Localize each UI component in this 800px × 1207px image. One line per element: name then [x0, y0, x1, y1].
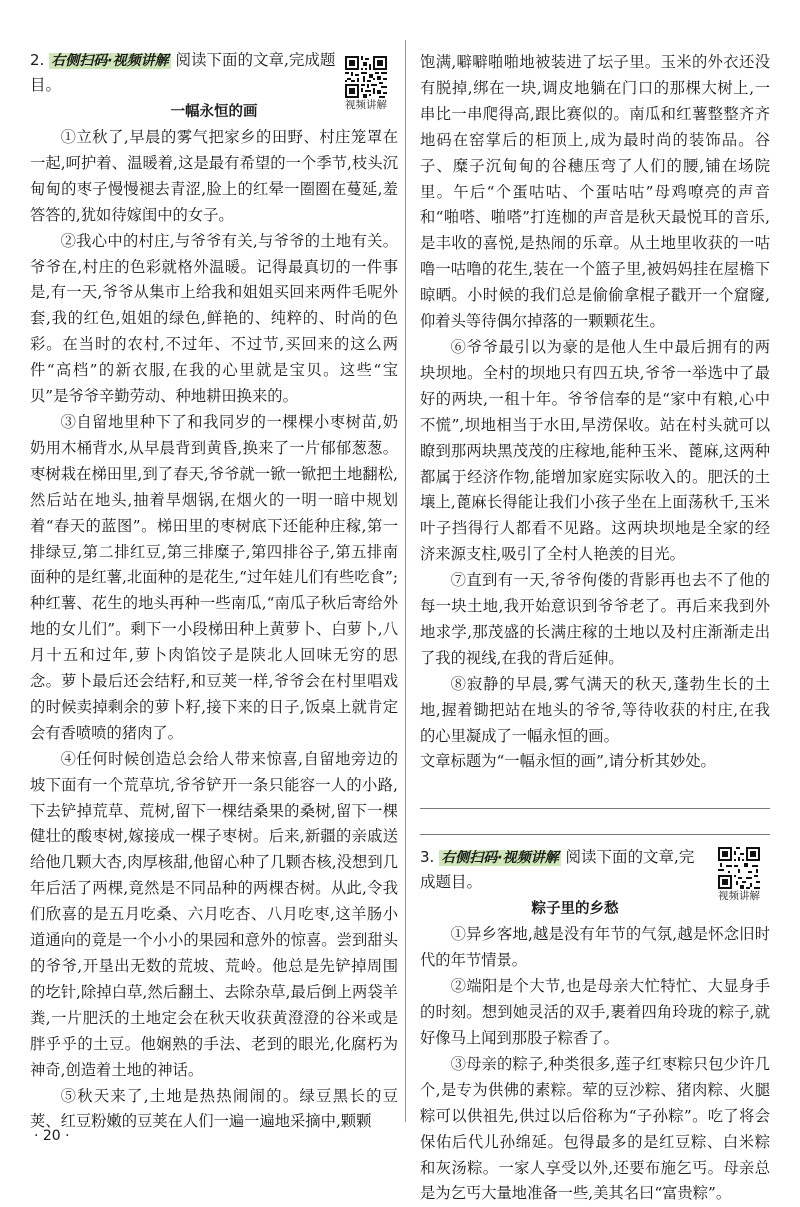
- page-number: · 20 ·: [34, 1128, 70, 1144]
- question-3-block: [420, 845, 770, 1207]
- article-paragraph: ④任何时候创造总会给人带来惊喜,自留地旁边的坡下面有一个荒草坑,爷爷铲开一条只能容一人的小路,下去铲掉荒草、荒树,留下一棵结桑果的桑树,留下一棵健壮的酸枣树,嫁接成一棵子枣树。后来,新疆的亲戚送给他几颗大杏,肉厚核甜,他留心种了几颗杏核,没想到几年后活了两棵,竟然是不同品种的两棵杏树。从此,令我们欣喜的是五月吃桑、六月吃杏、八月吃枣,这羊肠小道通向的竟是一个小小的果园和意外的惊喜。尝到甜头的爷爷,开垦出无数的荒坡、荒岭。他总是先铲掉周围的圪针,除掉白草,然后翻土、去除杂草,最后倒上两袋羊粪,一片肥沃的土地定会在秋天收获黄澄澄的谷米或是胖乎乎的土豆。他娴熟的手法、老到的眼光,化腐朽为神奇,创造着土地的神话。: [30, 749, 398, 1079]
- article-title-q2: 一幅永恒的画: [170, 104, 258, 120]
- article-title-q3: 粽子里的乡愁: [531, 901, 619, 918]
- answer-line[interactable]: [420, 809, 770, 835]
- column-divider: [405, 40, 406, 1122]
- qr-code-label: 视频讲解: [345, 99, 387, 111]
- right-column: [420, 50, 770, 1207]
- article-paragraph: ③自留地里种下了和我同岁的一棵棵小枣树苗,奶奶用木桶背水,从早晨背到黄昏,换来了一片郁郁葱葱。枣树栽在梯田里,到了春天,爷爷就一锨一锨把土地翻松,然后站在地头,抽着旱烟锅,在烟火的一明一暗中规划着“春天的蓝图”。梯田里的枣树底下还能种庄稼,第一排绿豆,第二排红豆,第三排糜子,第四排谷子,第五排南面种的是红薯,北面种的是花生,“过年娃儿们有些吃食”;种红薯、花生的地头再种一些南瓜,“南瓜子秋后寄给外地的女儿们”。剩下一小段梯田种上黄萝卜、白萝卜,八月十五和过年,萝卜肉馅饺子是陕北人回味无穷的思念。萝卜最后还会结籽,和豆荚一样,爷爷会在村里唱戏的时候卖掉剩余的萝卜籽,接下来的日子,饭桌上就肯定会有香喷喷的猪肉了。: [30, 412, 398, 742]
- left-column: [30, 48, 398, 1135]
- answer-lines[interactable]: [420, 783, 770, 835]
- qr-code-icon: [345, 56, 387, 98]
- article-paragraph: ⑤秋天来了,土地是热热闹闹的。绿豆黑长的豆荚、红豆粉嫩的豆荚在人们一遍一遍地采摘中,颗颗: [30, 1086, 398, 1131]
- qr-code-label: 视频讲解: [718, 890, 760, 903]
- article-paragraph: ⑦直到有一天,爷爷佝偻的背影再也去不了他的每一块土地,我开始意识到爷爷老了。再后来我到外地求学,那茂盛的长满庄稼的土地以及村庄渐渐走出了我的视线,在我的背后延伸。: [420, 571, 770, 667]
- qr-code-icon: [718, 847, 760, 889]
- answer-line[interactable]: [420, 783, 770, 809]
- scan-video-badge[interactable]: 右侧扫码·视频讲解: [441, 850, 559, 867]
- scan-video-badge[interactable]: 右侧扫码·视频讲解: [51, 53, 169, 69]
- article-paragraph-continued: 饱满,噼噼啪啪地被装进了坛子里。玉米的外衣还没有脱掉,绑在一块,调皮地躺在门口的那棵大树上,一串比一串爬得高,跟比赛似的。南瓜和红薯整整齐齐地码在窑掌后的柜顶上,成为最时尚的装饰品。谷子、糜子沉甸甸的谷穗压弯了人们的腰,铺在场院里。午后“个蛋咕咕、个蛋咕咕”母鸡嘹亮的声音和“啪嗒、啪嗒”打连枷的声音是秋天最悦耳的音乐,是丰收的喜悦,是热闹的乐章。从土地里收获的一咕噜一咕噜的花生,装在一个篮子里,被妈妈挂在屋檐下晾晒。小时候的我们总是偷偷拿棍子戳开一个窟窿,仰着头等待偶尔掉落的一颗颗花生。: [420, 53, 770, 331]
- qr-code-block-q3[interactable]: [716, 847, 762, 903]
- question-3-number: 3.: [420, 848, 435, 867]
- question-2-prompt: 文章标题为“一幅永恒的画”,请分析其妙处。: [420, 752, 716, 771]
- question-2-number: 2.: [30, 51, 45, 69]
- article-paragraph: ①立秋了,早晨的雾气把家乡的田野、村庄笼罩在一起,呵护着、温暖着,这是最有希望的一个季节,枝头沉甸甸的枣子慢慢褪去青涩,脸上的红晕一圈圈在蔓延,羞答答的,犹如待嫁闺中的女子。: [30, 128, 398, 224]
- article-paragraph: ③母亲的粽子,种类很多,莲子红枣粽只包少许几个,是专为供佛的素粽。荤的豆沙粽、猪肉粽、火腿粽可以供祖先,供过以后俗称为“子孙粽”。吃了将会保佑后代儿孙绵延。包得最多的是红豆粽、白米粽和灰汤粽。一家人享受以外,还要布施乞丐。母亲总是为乞丐大量地准备一些,美其名曰“富贵粽”。: [420, 1054, 770, 1203]
- question-2-instruction: 阅读下面的文章,完成题目。: [30, 51, 336, 94]
- article-paragraph: ②端阳是个大节,也是母亲大忙特忙、大显身手的时刻。想到她灵活的双手,裹着四角玲珑的粽子,就好像马上闻到那股子粽香了。: [420, 977, 770, 1047]
- article-paragraph: ①异乡客地,越是没有年节的气氛,越是怀念旧时代的年节情景。: [420, 925, 770, 970]
- article-paragraph: ②我心中的村庄,与爷爷有关,与爷爷的土地有关。爷爷在,村庄的色彩就格外温暖。记得最真切的一件事是,有一天,爷爷从集市上给我和姐姐买回来两件毛呢外套,我的红色,姐姐的绿色,鲜艳的、纯粹的、时尚的色彩。在当时的农村,不过年、不过节,买回来的这么两件“高档”的新衣服,在我的心里就是宝贝。这些“宝贝”是爷爷辛勤劳动、种地耕田换来的。: [30, 231, 398, 406]
- question-3-instruction: 阅读下面的文章,完成题目。: [420, 848, 695, 892]
- qr-code-block-q2[interactable]: [343, 56, 389, 112]
- article-paragraph: ⑥爷爷最引以为豪的是他人生中最后拥有的两块坝地。全村的坝地只有四五块,爷爷一举选中了最好的两块,一租十年。爷爷信奉的是“家中有粮,心中不慌”,坝地相当于水田,旱涝保收。站在村头就可以瞭到那两块黑茂茂的庄稼地,能种玉米、蓖麻,这两种都属于经济作物,能增加家庭实际收入的。肥沃的土壤上,蓖麻长得能让我们小孩子坐在上面荡秋千,玉米叶子挡得行人都看不见路。这两块坝地是全家的经济来源支柱,吸引了全村人艳羡的目光。: [420, 337, 770, 564]
- article-paragraph: ⑧寂静的早晨,雾气满天的秋天,蓬勃生长的土地,握着锄把站在地头的爷爷,等待收获的村庄,在我的心里凝成了一幅永恒的画。: [420, 674, 770, 745]
